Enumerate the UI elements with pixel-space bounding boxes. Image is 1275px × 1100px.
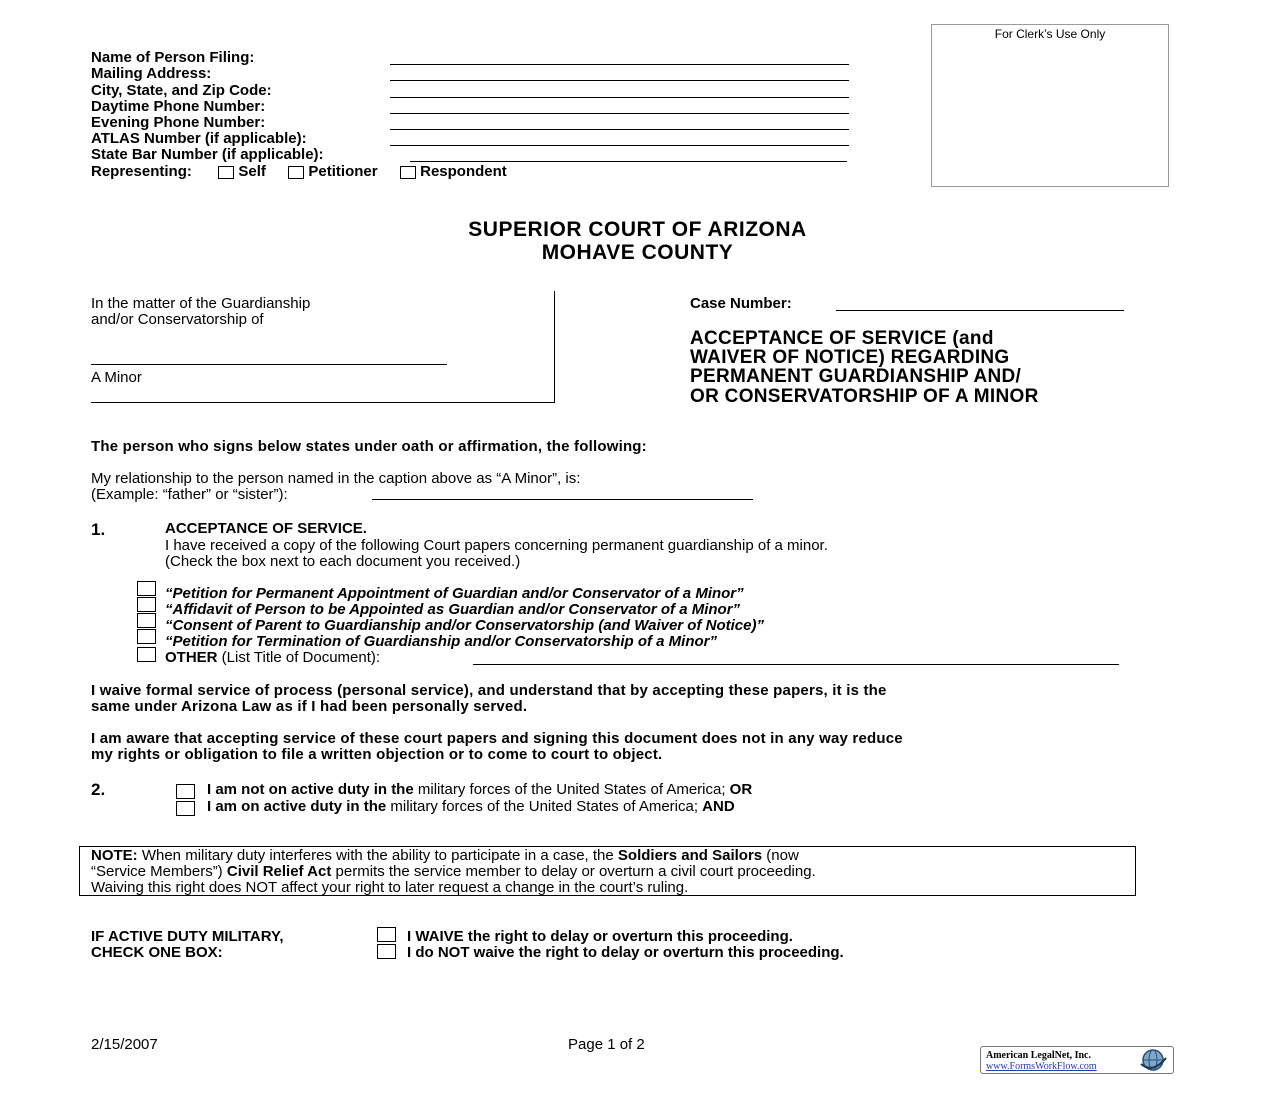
doc-label-other [165, 650, 380, 666]
relationship-line-2: (Example: “father” or “sister”): [91, 486, 288, 503]
waive-checkbox[interactable] [377, 926, 396, 944]
note-text-6: permits the service member to delay or overturn a civil court proceeding. [335, 863, 816, 880]
daytime-phone-label: Daytime Phone Number: [91, 98, 266, 115]
daytime-phone-line[interactable] [390, 113, 849, 114]
waive-rest: the right to delay or overturn this proceeding. [467, 928, 793, 945]
note-soldiers-sailors: Soldiers and Sailors [617, 847, 763, 864]
note-text-4: “Service Members”) [91, 863, 223, 880]
active-duty-and: AND [702, 798, 735, 815]
section-1-number: 1. [91, 520, 106, 539]
a-minor-label: A Minor [91, 369, 142, 386]
court-name: SUPERIOR COURT OF ARIZONA [468, 218, 807, 241]
waiver-para-2-line-2: my rights or obligation to file a written objection or to come to court to object. [91, 746, 663, 763]
form-date: 2/15/2007 [91, 1036, 158, 1053]
other-document-line[interactable] [473, 664, 1119, 665]
active-duty-bold: I am on active duty in the [207, 798, 387, 815]
respondent-option-label: Respondent [420, 163, 507, 180]
petitioner-option-label: Petitioner [308, 163, 378, 180]
county-name: MOHAVE COUNTY [541, 241, 734, 264]
atlas-number-line[interactable] [390, 145, 849, 146]
doc-label-4: “Petition for Termination of Guardianship and/or Conservatorship of a Minor” [165, 633, 717, 650]
note-line-1 [91, 848, 799, 864]
other-bold-label: OTHER [165, 649, 218, 666]
relationship-line-1: My relationship to the person named in the caption above as “A Minor”, is: [91, 470, 581, 487]
active-duty-military-label: IF ACTIVE DUTY MILITARY, [91, 928, 284, 945]
waiver-para-1-line-2: same under Arizona Law as if I had been personally served. [91, 698, 528, 715]
respondent-checkbox[interactable] [400, 166, 416, 179]
name-of-person-filing-line[interactable] [390, 64, 849, 65]
doc-title-line-2: WAIVER OF NOTICE) REGARDING [690, 347, 1010, 368]
do-not-waive-label: I do NOT waive the right to delay or overturn this proceeding. [407, 944, 844, 961]
logo-website-link[interactable]: www.FormsWorkFlow.com [986, 1061, 1097, 1072]
representing-label: Representing: [91, 163, 192, 180]
not-active-duty-label [207, 782, 752, 798]
doc-checkbox-other[interactable] [137, 646, 156, 664]
not-active-duty-bold: I am not on active duty in the [207, 781, 414, 798]
acceptance-line-2: (Check the box next to each document you received.) [165, 553, 521, 570]
doc-label-2: “Affidavit of Person to be Appointed as Guardian and/or Conservator of a Minor” [165, 601, 741, 618]
active-duty-label [207, 799, 735, 815]
note-text-1: When military duty interferes with the ability to participate in a case, the [141, 847, 614, 864]
state-bar-number-line[interactable] [410, 161, 847, 162]
other-rest-label: (List Title of Document): [221, 649, 381, 666]
globe-icon [1138, 1048, 1168, 1072]
doc-title-line-1: ACCEPTANCE OF SERVICE (and [690, 328, 994, 349]
note-line-2 [91, 864, 816, 880]
oath-statement: The person who signs below states under oath or affirmation, the following: [91, 438, 647, 455]
acceptance-heading: ACCEPTANCE OF SERVICE. [165, 520, 367, 537]
active-duty-checkbox[interactable] [176, 800, 195, 818]
atlas-number-label: ATLAS Number (if applicable): [91, 130, 307, 147]
caption-bottom-rule [91, 402, 555, 403]
waive-label [407, 929, 793, 945]
evening-phone-label: Evening Phone Number: [91, 114, 266, 131]
not-active-duty-rest: military forces of the United States of America; [417, 781, 726, 798]
matter-line-1: In the matter of the Guardianship [91, 295, 311, 312]
doc-checkbox-4[interactable] [137, 628, 156, 646]
state-bar-number-label: State Bar Number (if applicable): [91, 146, 324, 163]
mailing-address-label: Mailing Address: [91, 65, 212, 82]
clerk-use-box [931, 24, 1169, 187]
waive-bold: I WAIVE [407, 928, 464, 945]
representing-row [91, 164, 507, 180]
doc-label-1: “Petition for Permanent Appointment of Guardian and/or Conservator of a Minor” [165, 585, 744, 602]
note-text-3: (now [766, 847, 799, 864]
not-active-duty-or: OR [729, 781, 753, 798]
evening-phone-line[interactable] [390, 129, 849, 130]
case-number-line[interactable] [836, 310, 1124, 311]
active-duty-rest: military forces of the United States of America; [390, 798, 698, 815]
doc-title-line-3: PERMANENT GUARDIANSHIP AND/ [690, 366, 1022, 387]
case-number-label: Case Number: [690, 295, 792, 312]
mailing-address-line[interactable] [390, 80, 849, 81]
not-active-duty-checkbox[interactable] [176, 783, 195, 801]
american-legalnet-logo[interactable] [980, 1046, 1174, 1074]
logo-company-name: American LegalNet, Inc. [986, 1050, 1091, 1061]
city-state-zip-line[interactable] [390, 97, 849, 98]
minor-name-line[interactable] [91, 364, 447, 365]
do-not-waive-checkbox[interactable] [377, 943, 396, 961]
waiver-para-2-line-1: I am aware that accepting service of these court papers and signing this document does not in any way reduce [91, 730, 903, 747]
self-checkbox[interactable] [218, 166, 234, 179]
note-label: NOTE: [91, 847, 138, 864]
self-option-label: Self [238, 163, 266, 180]
clerk-use-label: For Clerk’s Use Only [994, 27, 1106, 41]
doc-title-line-4: OR CONSERVATORSHIP OF A MINOR [690, 386, 1039, 407]
matter-line-2: and/or Conservatorship of [91, 311, 264, 328]
waiver-para-1-line-1: I waive formal service of process (personal service), and understand that by accepting these papers, it is the [91, 682, 887, 699]
section-2-number: 2. [91, 780, 106, 799]
note-civil-relief-act: Civil Relief Act [226, 863, 332, 880]
page-number: Page 1 of 2 [568, 1036, 645, 1053]
name-of-person-filing-label: Name of Person Filing: [91, 49, 255, 66]
acceptance-line-1: I have received a copy of the following Court papers concerning permanent guardianship of a minor. [165, 537, 828, 554]
petitioner-checkbox[interactable] [288, 166, 304, 179]
check-one-box-label: CHECK ONE BOX: [91, 944, 223, 961]
note-line-3: Waiving this right does NOT affect your right to later request a change in the court’s ruling. [91, 879, 689, 896]
caption-vertical-divider [554, 291, 555, 402]
relationship-line[interactable] [372, 499, 753, 500]
doc-label-3: “Consent of Parent to Guardianship and/or Conservatorship (and Waiver of Notice)” [165, 617, 764, 634]
city-state-zip-label: City, State, and Zip Code: [91, 82, 272, 99]
